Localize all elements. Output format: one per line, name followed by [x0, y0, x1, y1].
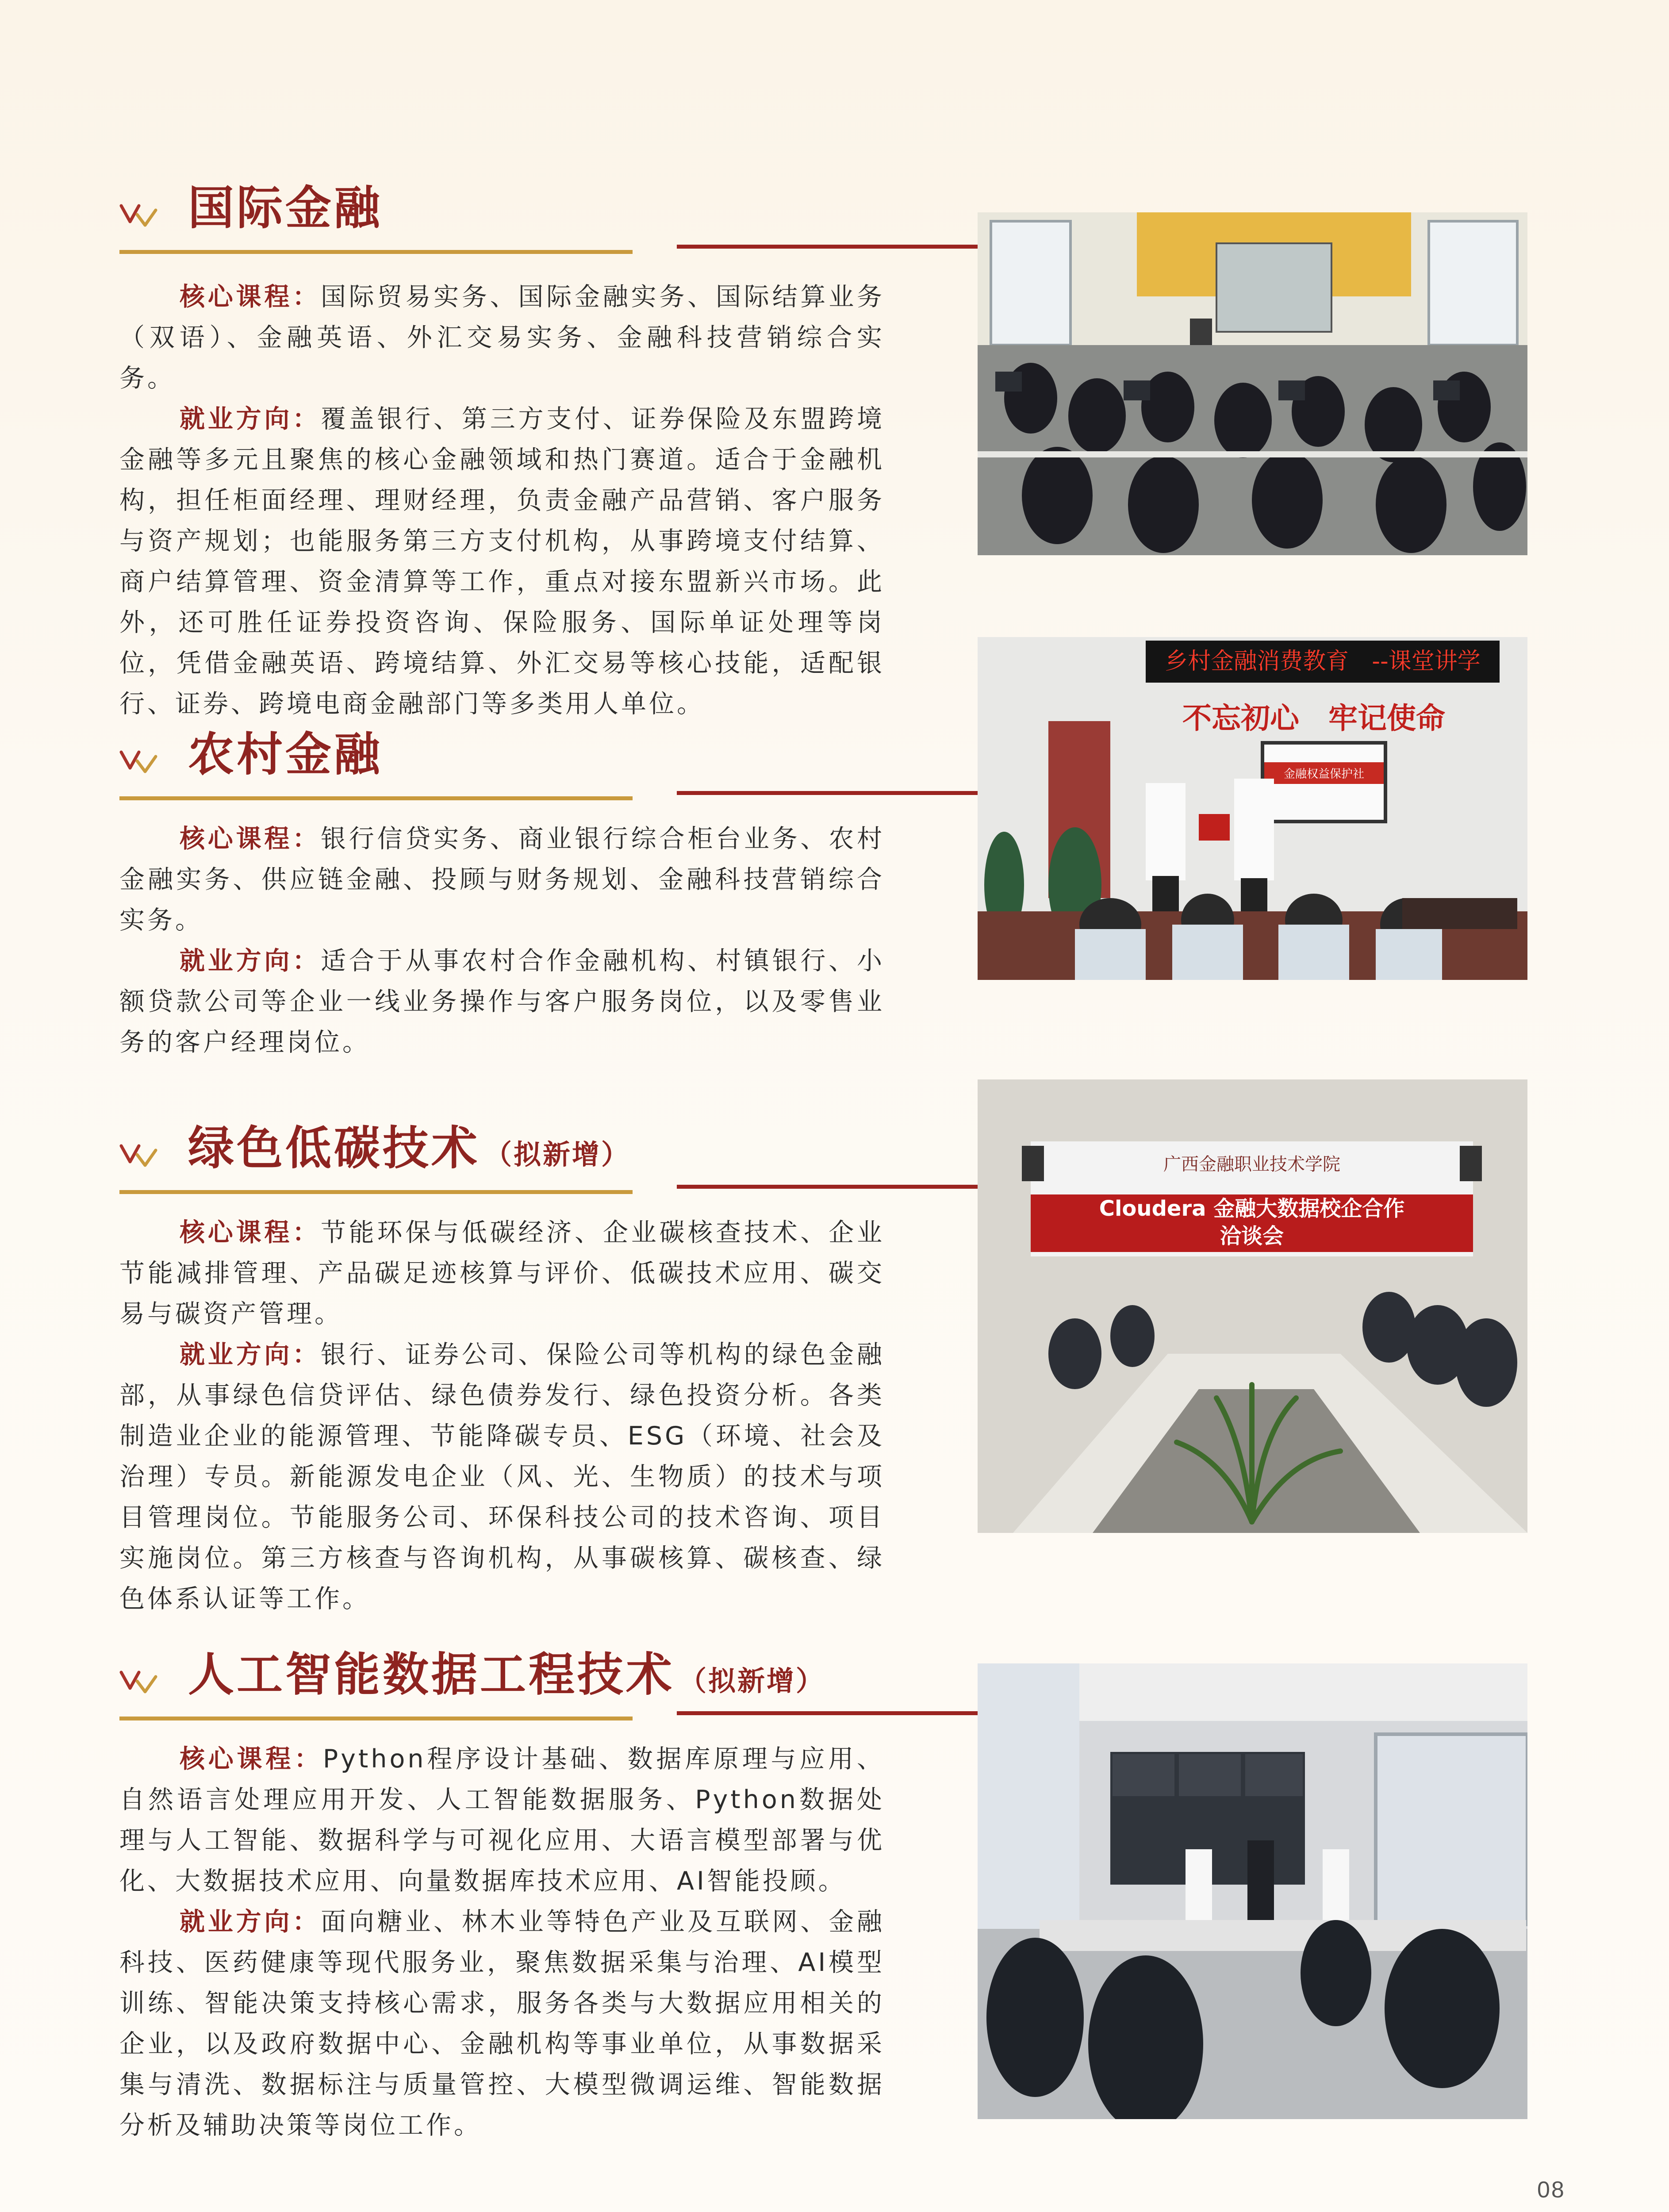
section-header — [119, 1647, 885, 1730]
section-title: 人工智能数据工程技术 （拟新增） — [188, 1647, 825, 1701]
banner-title: Cloudera 金融大数据校企合作 — [1099, 1196, 1405, 1221]
core-label: 核心课程： — [180, 282, 321, 311]
section-title: 农村金融 — [188, 727, 383, 781]
section-ai-data-engineering — [119, 1647, 885, 2146]
job-label: 就业方向： — [180, 1340, 321, 1369]
classroom-illustration — [978, 212, 1527, 555]
photo-rural-lecture — [978, 637, 1527, 980]
chevron-icon — [119, 1137, 159, 1172]
career-direction — [119, 941, 885, 1063]
job-text: 面向糖业、林木业等特色产业及互联网、金融科技、医药健康等现代服务业，聚焦数据采集与治理、AI模型训练、智能决策支持核心需求，服务各类与大数据应用相关的企业，以及政府数据中心、金融机构等事业单位，从事数据采集与清洗、数据标注与质量管控、大模型微调运维、智能数据分析及辅助决策等岗位工作。 — [119, 1907, 885, 2140]
section-rural-finance — [119, 727, 885, 1063]
title-underline-gold — [119, 1717, 633, 1720]
core-text: 银行信贷实务、商业银行综合柜台业务、农村金融实务、供应链金融、投顾与财务规划、金融科技营销综合实务。 — [119, 824, 885, 935]
section-header — [119, 181, 885, 263]
title-underline-red — [677, 245, 1000, 249]
core-text: Python程序设计基础、数据库原理与应用、自然语言处理应用开发、人工智能数据服务、Python数据处理与人工智能、数据科学与可视化应用、大语言模型部署与优化、大数据技术应用、向量数据库技术应用、AI智能投顾。 — [119, 1744, 885, 1896]
page-number: 08 — [1537, 2177, 1565, 2203]
school-name: 广西金融职业技术学院 — [1163, 1154, 1340, 1175]
section-header — [119, 1121, 885, 1203]
presentation-illustration — [978, 1663, 1527, 2119]
title-underline-red — [677, 791, 1000, 795]
career-direction — [119, 1334, 885, 1619]
job-text: 适合于从事农村合作金融机构、村镇银行、小额贷款公司等企业一线业务操作与客户服务岗位，以及零售业务的客户经理岗位。 — [119, 946, 885, 1057]
chevron-icon — [119, 197, 159, 232]
core-text: 国际贸易实务、国际金融实务、国际结算业务（双语）、金融英语、外汇交易实务、金融科技营销综合实务。 — [119, 282, 885, 393]
meeting-illustration — [978, 1079, 1527, 1533]
section-title: 绿色低碳技术 （拟新增） — [188, 1121, 631, 1175]
chevron-icon — [119, 1663, 159, 1699]
core-label: 核心课程： — [180, 1744, 323, 1774]
title-underline-red — [677, 1185, 1000, 1189]
core-label: 核心课程： — [180, 824, 321, 853]
job-text: 覆盖银行、第三方支付、证券保险及东盟跨境金融等多元且聚焦的核心金融领域和热门赛道。适合于金融机构，担任柜面经理、理财经理，负责金融产品营销、客户服务与资产规划；也能服务第三方支付机构，从事跨境支付结算、商户结算管理、资金清算等工作，重点对接东盟新兴市场。此外，还可胜任证券投资咨询、保险服务、国际单证处理等岗位，凭借金融英语、跨境结算、外汇交易等核心技能，适配银行、证券、跨境电商金融部门等多类用人单位。 — [119, 404, 885, 718]
title-underline-red — [677, 1711, 1000, 1715]
photo-presentation-room — [978, 1663, 1527, 2119]
section-international-finance — [119, 181, 885, 724]
people-illustration — [978, 637, 1527, 980]
screen-text: 金融权益保护社 — [1264, 762, 1384, 784]
title-underline-gold — [119, 1190, 633, 1194]
wall-slogan: 不忘初心 牢记使命 — [1182, 701, 1445, 735]
title-suffix: （拟新增） — [679, 1665, 825, 1697]
title-suffix: （拟新增） — [484, 1138, 631, 1171]
photo-classroom — [978, 212, 1527, 555]
core-text: 节能环保与低碳经济、企业碳核查技术、企业节能减排管理、产品碳足迹核算与评价、低碳技术应用、碳交易与碳资产管理。 — [119, 1218, 885, 1329]
title-underline-gold — [119, 250, 633, 254]
job-text: 银行、证券公司、保险公司等机构的绿色金融部，从事绿色信贷评估、绿色债券发行、绿色投资分析。各类制造业企业的能源管理、节能降碳专员、ESG（环境、社会及治理）专员。新能源发电企业（风、光、生物质）的技术与项目管理岗位。节能服务公司、环保科技公司的技术咨询、项目实施岗位。第三方核查与咨询机构，从事碳核算、碳核查、绿色体系认证等工作。 — [119, 1340, 885, 1613]
core-courses — [119, 1212, 885, 1334]
section-header — [119, 727, 885, 810]
core-courses — [119, 276, 885, 399]
career-direction — [119, 1901, 885, 2146]
section-green-low-carbon — [119, 1121, 885, 1619]
job-label: 就业方向： — [180, 946, 321, 975]
title-underline-gold — [119, 796, 633, 800]
photo-conference — [978, 1079, 1527, 1533]
banner-subtitle: 洽谈会 — [1220, 1224, 1284, 1248]
chevron-icon — [119, 743, 159, 779]
core-courses — [119, 1739, 885, 1901]
core-label: 核心课程： — [180, 1218, 321, 1247]
job-label: 就业方向： — [180, 404, 321, 434]
section-title: 国际金融 — [188, 181, 383, 235]
job-label: 就业方向： — [180, 1907, 321, 1936]
core-courses — [119, 818, 885, 941]
led-banner: 乡村金融消费教育 --课堂讲学 — [1146, 641, 1500, 683]
career-direction — [119, 399, 885, 724]
